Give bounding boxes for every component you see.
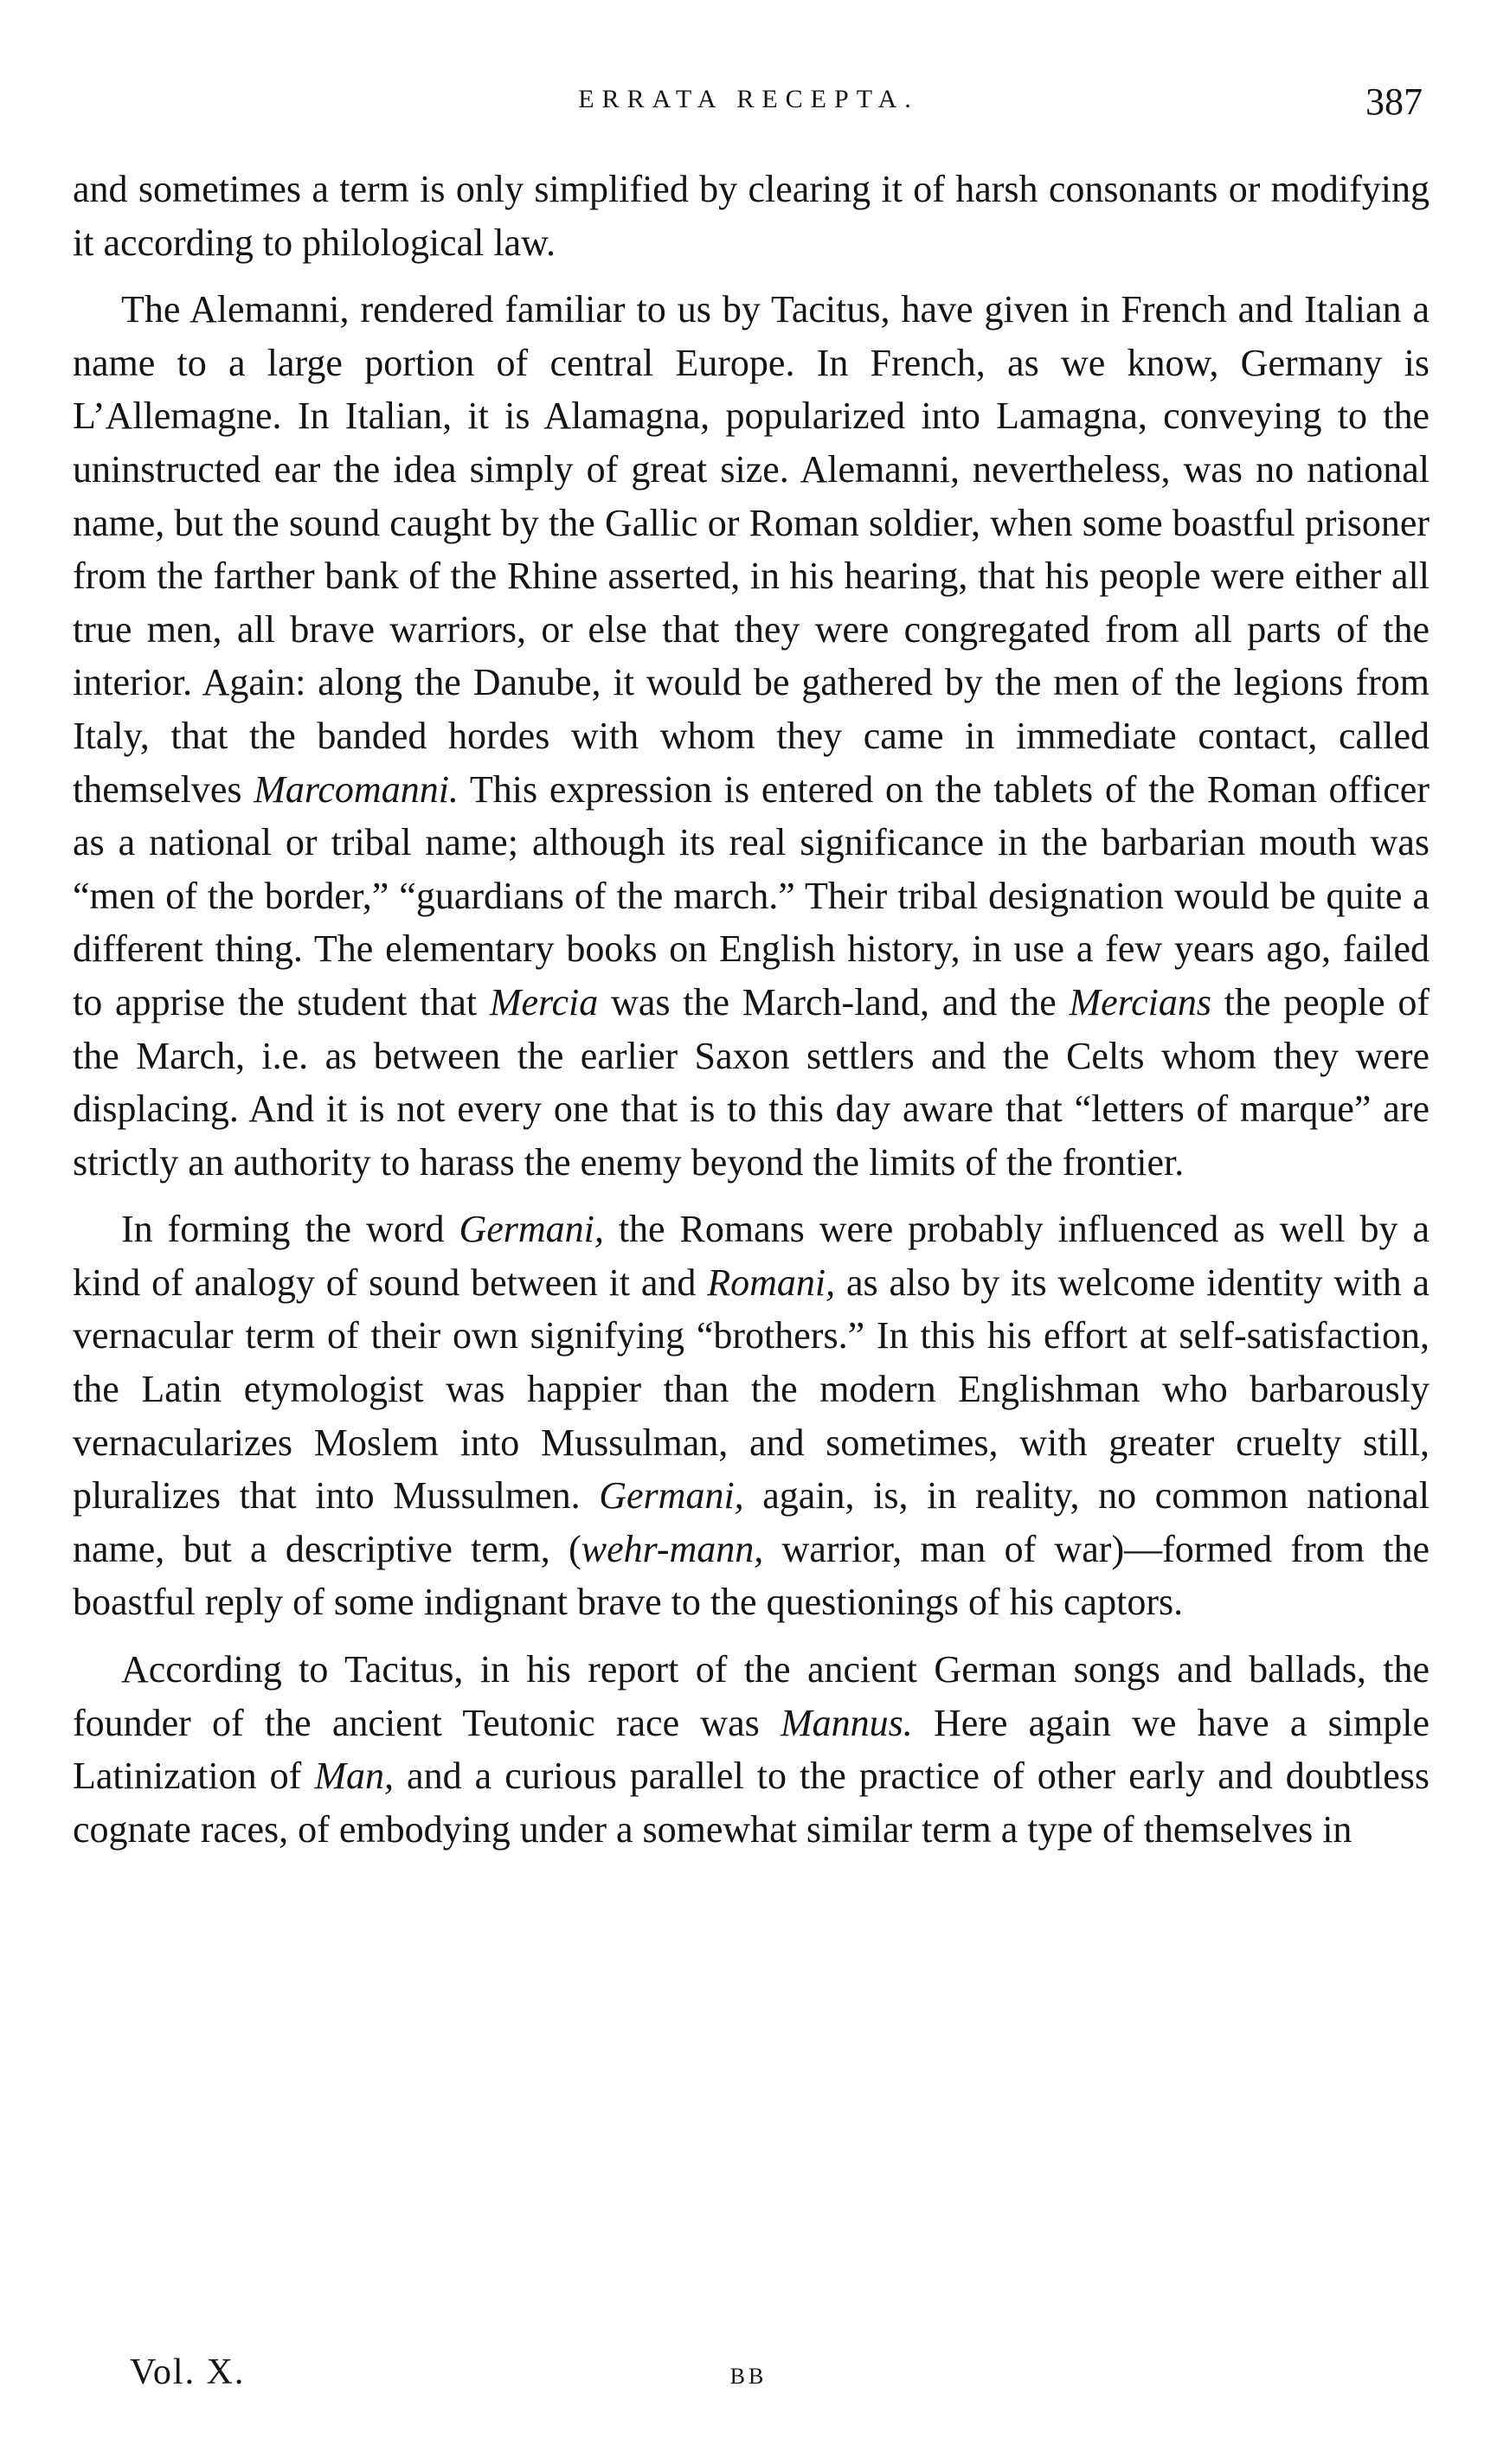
running-header (0, 80, 1497, 132)
main-text (73, 163, 1430, 1856)
paragraph-1 (73, 163, 1430, 269)
text-run: the Romans were probably influenced as well by a kind of analogy of sound between it and (73, 1208, 1430, 1304)
italic-term: Germani, (599, 1474, 744, 1518)
text-run: The Alemanni, rendered familiar to us by Tacitus, have given in French and Italian a name to a large portion of central Europe. In French, as we know, Germany is L’Allemagne. In Italian, it is Alamagna, popularized into Lamagna, conveying to the uninstructed ear the idea simply of great size. Alemanni, nevertheless, was no national name, but the sound caught by the Gallic or Roman soldier, when some boastful prisoner from the farther bank of the Rhine asserted, in his hearing, that his people were either all true men, all brave warriors, or else that they were congregated from all parts of the interior. Again: along the Danube, it would be gathered by the men of the legions from Italy, that the banded hordes with whom they came in immediate contact, called themselves (73, 288, 1430, 811)
text-run: and sometimes a term is only simplified by clearing it of harsh consonants or modifying it according to philological law. (73, 168, 1430, 264)
italic-term: wehr-mann, (581, 1527, 764, 1570)
text-run: warrior, man of war)—formed from the boastful reply of some indignant brave to the questionings of his captors. (73, 1527, 1430, 1624)
text-run: the people of the March, i.e. as between the earlier Saxon settlers and the Celts whom they were displacing. And it is not every one that is to this day aware that “letters of marque” are strictly an authority to harass the enemy beyond the limits of the frontier. (73, 980, 1430, 1184)
page-number: 387 (1365, 80, 1423, 123)
italic-term: Mannus. (780, 1701, 913, 1744)
text-run: In forming the word (121, 1208, 459, 1251)
volume-mark: Vol. X. (130, 2352, 246, 2392)
text-run: According to Tacitus, in his report of the ancient German songs and ballads, the founder of the ancient Teutonic race was (73, 1648, 1430, 1744)
paragraph-2 (73, 283, 1430, 1189)
text-run: again, is, in reality, no common national name, but a descriptive term, ( (73, 1474, 1430, 1570)
italic-term: Romani, (707, 1261, 836, 1304)
paragraph-4 (73, 1643, 1430, 1856)
signature-mark: BB (729, 2364, 768, 2389)
italic-term: Marcomanni. (254, 767, 459, 811)
text-run: was the March-land, and the (598, 980, 1070, 1023)
italic-term: Mercia (489, 980, 599, 1023)
text-run: as also by its welcome identity with a vernacular term of their own signifying “brothers.” In this his effort at self-satisfaction, the Latin etymologist was happier than the modern Englishman who barbarously vernacularizes Moslem into Mussulman, and sometimes, with greater cruelty still, pluralizes that into Mussulmen. (73, 1261, 1430, 1518)
italic-term: Mercians (1069, 980, 1212, 1023)
text-run: Here again we have a simple Latinization of (73, 1701, 1430, 1798)
text-run: and a curious parallel to the practice of other early and doubtless cognate races, of embodying under a somewhat similar term a type of themselves in (73, 1755, 1430, 1851)
page-footer (0, 2352, 1497, 2412)
paragraph-3 (73, 1203, 1430, 1629)
italic-term: Germani, (459, 1208, 604, 1251)
italic-term: Man, (314, 1755, 394, 1798)
running-title: ERRATA RECEPTA. (578, 85, 919, 113)
text-run: This expression is entered on the tablets of the Roman officer as a national or tribal name; although its real significance in the barbarian mouth was “men of the border,” “guardians of the march.” Their tribal designation would be quite a different thing. The elementary books on English history, in use a few years ago, failed to apprise the student that (73, 767, 1430, 1023)
